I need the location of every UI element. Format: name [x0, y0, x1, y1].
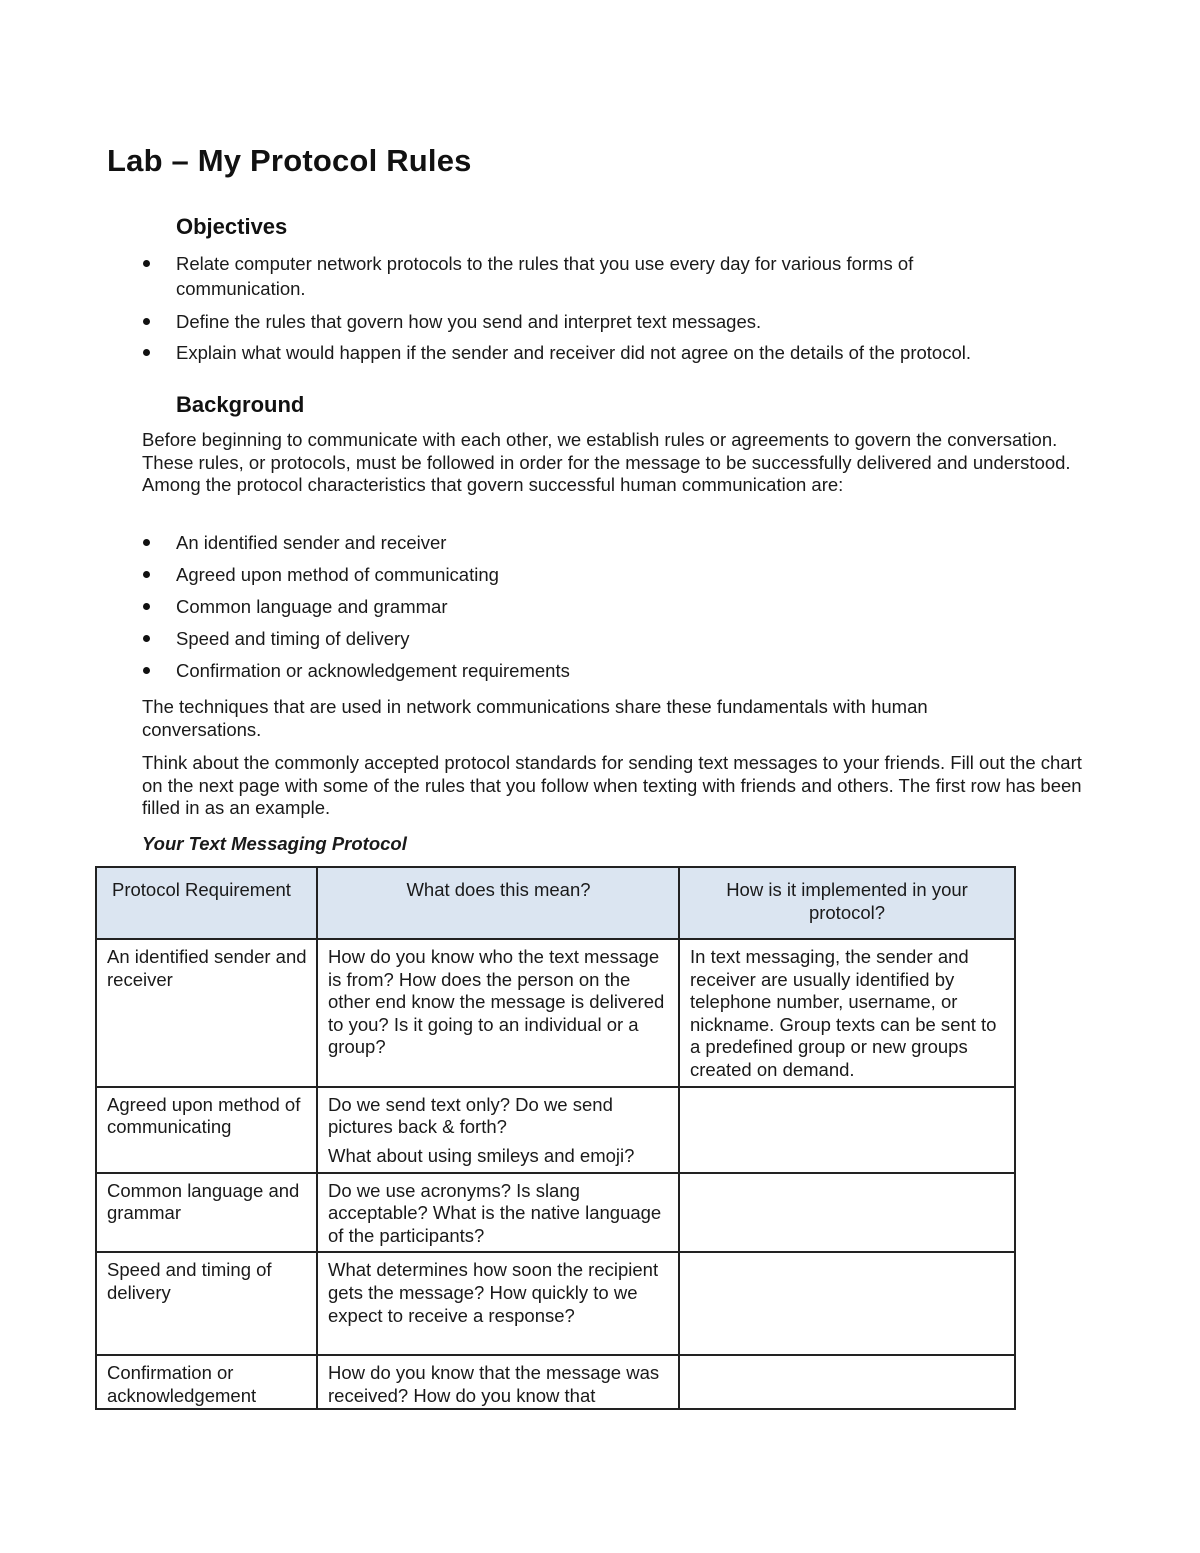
implementation-cell: In text messaging, the sender and receiver are usually identified by telephone number, username, or nickname. Group texts can be sent to a predefined group or new groups created on demand.: [679, 939, 1015, 1087]
bullet-icon: [143, 349, 150, 356]
meaning-cell: How do you know that the message was received? How do you know that: [317, 1355, 679, 1408]
implementation-cell[interactable]: [679, 1173, 1015, 1253]
list-item: Relate computer network protocols to the rules that you use every day for various forms of communication.: [140, 251, 1040, 301]
requirement-cell: Common language and grammar: [96, 1173, 317, 1253]
bullet-icon: [143, 571, 150, 578]
background-paragraph-3: Think about the commonly accepted protocol standards for sending text messages to your friends. Fill out the chart on the next page with some of the rules that you follow when texting with friends and others. The first row has been filled in as an example.: [142, 752, 1082, 819]
requirement-cell: Speed and timing of delivery: [96, 1252, 317, 1355]
bullet-icon: [143, 635, 150, 642]
meaning-cell: How do you know who the text message is from? How does the person on the other end know the message is delivered to you? Is it going to an individual or a group?: [317, 939, 679, 1087]
implementation-cell[interactable]: [679, 1087, 1015, 1173]
table-header-row: [96, 867, 1015, 939]
page-title: Lab – My Protocol Rules: [107, 143, 472, 178]
background-intro: Before beginning to communicate with each other, we establish rules or agreements to govern the conversation. These rules, or protocols, must be followed in order for the message to be successfully delivered and understood. Among the protocol characteristics that govern successful human communication are:: [142, 429, 1071, 496]
list-item: Speed and timing of delivery: [140, 626, 1040, 651]
bullet-icon: [143, 539, 150, 546]
bullet-icon: [143, 318, 150, 325]
list-item: Define the rules that govern how you send and interpret text messages.: [140, 309, 1040, 334]
table-row: [96, 939, 1015, 1087]
table-row: [96, 1252, 1015, 1355]
background-heading: Background: [176, 392, 305, 417]
bullet-icon: [143, 667, 150, 674]
table-row: [96, 1087, 1015, 1173]
bullet-icon: [143, 260, 150, 267]
list-item: Explain what would happen if the sender and receiver did not agree on the details of the protocol.: [140, 340, 1040, 365]
objectives-heading: Objectives: [176, 214, 288, 239]
table-row: [96, 1173, 1015, 1253]
list-item: Common language and grammar: [140, 594, 1040, 619]
protocol-table: [95, 866, 1016, 1410]
list-item: Confirmation or acknowledgement requirements: [140, 658, 1040, 683]
meaning-cell: Do we send text only? Do we send pictures back & forth? What about using smileys and emoji?: [317, 1087, 679, 1173]
requirement-cell: Agreed upon method of communicating: [96, 1087, 317, 1173]
list-item: An identified sender and receiver: [140, 530, 1040, 555]
meaning-cell: What determines how soon the recipient gets the message? How quickly to we expect to receive a response?: [317, 1252, 679, 1355]
bullet-icon: [143, 603, 150, 610]
implementation-cell[interactable]: [679, 1252, 1015, 1355]
characteristics-list: [140, 530, 1040, 683]
header-meaning: What does this mean?: [317, 867, 679, 939]
header-protocol-requirement: Protocol Requirement: [96, 867, 317, 939]
implementation-cell[interactable]: [679, 1355, 1015, 1408]
requirement-cell: Confirmation or acknowledgement: [96, 1355, 317, 1408]
objectives-list: [140, 251, 1040, 365]
meaning-cell: Do we use acronyms? Is slang acceptable? What is the native language of the participants?: [317, 1173, 679, 1253]
table-row: [96, 1355, 1015, 1408]
list-item: Agreed upon method of communicating: [140, 562, 1040, 587]
table-caption: Your Text Messaging Protocol: [142, 833, 407, 854]
background-paragraph-2: The techniques that are used in network communications share these fundamentals with human conversations.: [142, 696, 928, 740]
requirement-cell: An identified sender and receiver: [96, 939, 317, 1087]
header-implementation: How is it implemented in your protocol?: [679, 867, 1015, 939]
